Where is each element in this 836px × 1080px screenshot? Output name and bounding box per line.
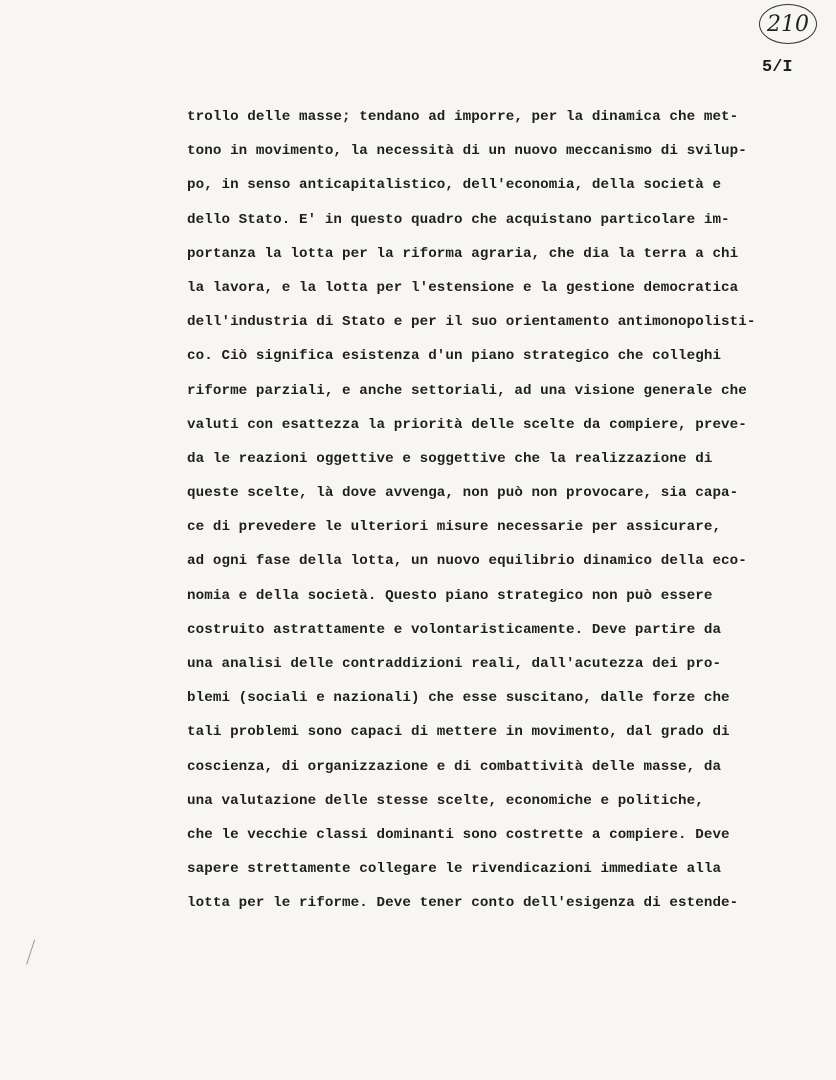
text-line: trollo delle masse; tendano ad imporre, per la dinamica che met- [187,109,739,125]
text-line: riforme parziali, e anche settoriali, ad una visione generale che [187,382,747,399]
text-line: la lavora, e la lotta per l'estensione e la gestione democratica [187,279,739,296]
text-line: da le reazioni oggettive e soggettive che la realizzazione di [187,450,713,467]
text-line: una valutazione delle stesse scelte, economiche e politiche, [187,792,704,809]
text-line: po, in senso anticapitalistico, dell'economia, della società e [187,177,722,194]
text-line: valuti con esattezza la priorità delle scelte da compiere, preve- [187,416,747,433]
text-line: nomia e della società. Questo piano strategico non può essere [187,587,713,604]
text-line: dell'industria di Stato e per il suo orientamento antimonopolisti- [187,314,756,331]
text-line: ad ogni fase della lotta, un nuovo equilibrio dinamico della eco- [187,553,747,570]
text-line: co. Ciò significa esistenza d'un piano strategico che colleghi [187,348,722,365]
text-line: portanza la lotta per la riforma agraria, che dia la terra a chi [187,245,739,262]
text-line: queste scelte, là dove avvenga, non può non provocare, sia capa- [187,485,739,502]
text-line: costruito astrattamente e volontaristicamente. Deve partire da [187,621,722,638]
text-line: ce di prevedere le ulteriori misure necessarie per assicurare, [187,519,722,536]
text-line: tali problemi sono capaci di mettere in movimento, dal grado di [187,724,730,741]
text-line: tono in movimento, la necessità di un nuovo meccanismo di svilup- [187,143,747,160]
text-line: sapere strettamente collegare le rivendicazioni immediate alla [187,861,722,878]
archive-stamp: 210 [759,4,817,44]
text-line: una analisi delle contraddizioni reali, dall'acutezza dei pro- [187,656,722,672]
text-line: blemi (sociali e nazionali) che esse suscitano, dalle forze che [187,690,730,707]
text-line: dello Stato. E' in questo quadro che acquistano particolare im- [187,211,730,228]
page-number: 5/I [762,58,793,77]
typed-text-body [187,100,827,921]
text-line: lotta per le riforme. Deve tener conto dell'esigenza di estende- [187,895,739,912]
text-line: che le vecchie classi dominanti sono costrette a compiere. Deve [187,826,730,843]
text-line: coscienza, di organizzazione e di combattività delle masse, da [187,758,722,775]
margin-mark [26,940,41,967]
